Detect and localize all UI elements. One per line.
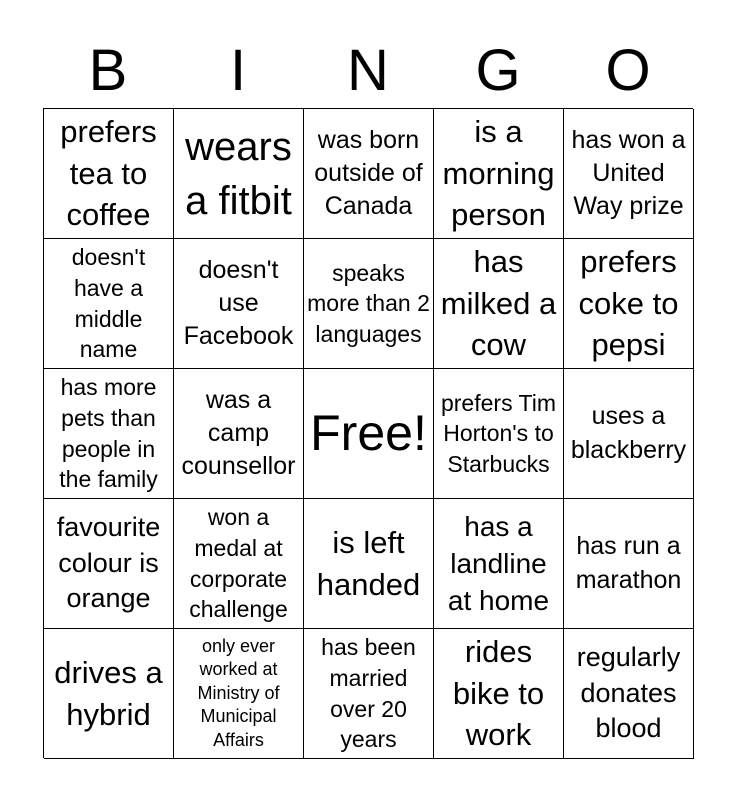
bingo-cell[interactable] (434, 369, 564, 499)
bingo-cell[interactable] (44, 629, 174, 759)
bingo-cell[interactable] (44, 499, 174, 629)
bingo-cell[interactable] (44, 109, 174, 239)
cell-text: has run a marathon (575, 532, 682, 594)
cell-text: was born outside of Canada (314, 125, 423, 221)
cell-text: only ever worked at Ministry of Municipal Affairs (197, 636, 280, 750)
bingo-cell[interactable] (44, 369, 174, 499)
bingo-cell[interactable] (304, 109, 434, 239)
cell-text: favourite colour is orange (56, 511, 161, 614)
cell-text: has a landline at home (447, 510, 550, 617)
header-letter-i: I (229, 38, 247, 103)
bingo-cell[interactable] (304, 239, 434, 369)
cell-text: is left handed (316, 524, 421, 602)
free-space-label: Free! (310, 405, 427, 461)
bingo-cell[interactable] (304, 499, 434, 629)
bingo-cell[interactable] (434, 629, 564, 759)
bingo-cell[interactable] (434, 109, 564, 239)
header-letter-n: N (347, 38, 389, 103)
cell-text: has more pets than people in the family (59, 374, 158, 493)
bingo-cell[interactable] (44, 239, 174, 369)
cell-text: drives a hybrid (54, 654, 163, 732)
header-letter-g: G (475, 38, 521, 103)
bingo-cell[interactable] (564, 239, 694, 369)
cell-text: speaks more than 2 languages (307, 259, 430, 347)
bingo-cell[interactable] (564, 499, 694, 629)
cell-text: prefers tea to coffee (60, 113, 157, 233)
free-space[interactable] (304, 369, 434, 499)
bingo-cell[interactable] (174, 499, 304, 629)
bingo-cell[interactable] (564, 629, 694, 759)
cell-text: has milked a cow (440, 243, 557, 363)
bingo-cell[interactable] (564, 109, 694, 239)
cell-text: won a medal at corporate challenge (189, 504, 288, 623)
cell-text: prefers Tim Horton's to Starbucks (440, 389, 557, 477)
cell-text: has won a United Way prize (571, 125, 686, 221)
header-letter-b: B (88, 38, 128, 103)
bingo-cell[interactable] (564, 369, 694, 499)
cell-text: is a morning person (442, 113, 555, 233)
cell-text: has been married over 20 years (321, 634, 416, 753)
cell-text: doesn't use Facebook (183, 255, 294, 351)
bingo-header (43, 34, 693, 108)
bingo-cell[interactable] (434, 239, 564, 369)
cell-text: was a camp counsellor (181, 385, 296, 481)
bingo-cell[interactable] (434, 499, 564, 629)
cell-text: regularly donates blood (576, 641, 681, 744)
bingo-cell[interactable] (174, 239, 304, 369)
cell-text: uses a blackberry (570, 402, 687, 464)
cell-text: rides bike to work (452, 633, 545, 753)
bingo-cell[interactable] (174, 109, 304, 239)
bingo-cell[interactable] (174, 369, 304, 499)
cell-text: doesn't have a middle name (71, 244, 146, 363)
bingo-cell[interactable] (174, 629, 304, 759)
bingo-cell[interactable] (304, 629, 434, 759)
header-letter-o: O (605, 38, 651, 103)
bingo-board (43, 108, 693, 758)
cell-text: prefers coke to pepsi (578, 243, 679, 363)
cell-text: wears a fitbit (185, 124, 292, 223)
